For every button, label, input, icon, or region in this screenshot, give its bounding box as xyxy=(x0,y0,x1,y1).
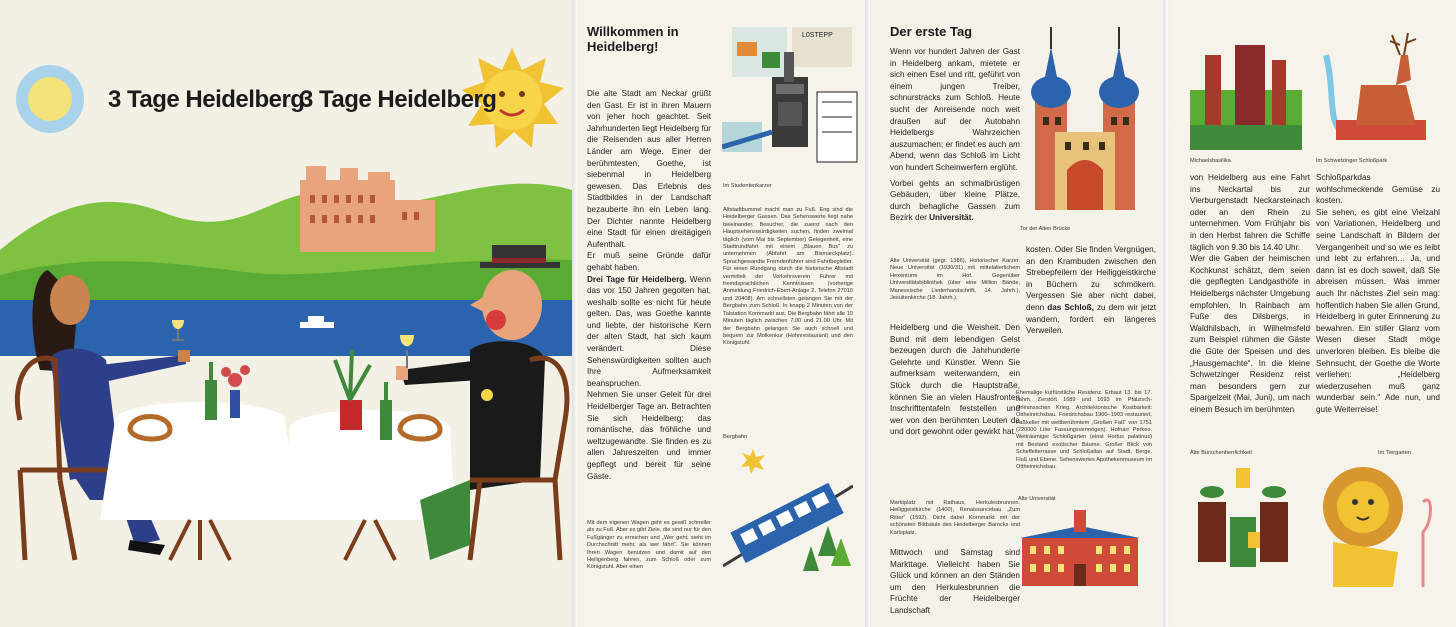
welcome-para-2: Er muß seine Gründe dafür gehabt haben. xyxy=(587,251,711,272)
flower-pot-icon xyxy=(340,400,362,430)
cover-title-left: 3 Tage Heidelberg xyxy=(108,86,305,113)
welcome-para-1: Die alte Stadt am Neckar grüßt den Gast. Er ist in ihren Mauern von jeher hoch geachtet. Seit Jahrhunderten liegt Heidelberg für die Reisenden aus aller Herren Länder am Wege. Einer der berühmtesten, Goethe, ist siebenmal in Heidelberg gewesen. Das Erlebnis des Stadtbildes in der Landschaft bezauberte ihn ein Leben lang. Der Dichter nannte Heidelberg eine Stadt für einen dreitägigen Aufenthalt. xyxy=(587,89,711,249)
welcome-para-4: Nehmen Sie unser Geleit für drei Heidelberger Tage an. Betrachten Sie sich Heidelberg: das romantische, das fröhliche und weltzugewandte. Sie finden es zu allen Jahreszeiten und immer gepflegt und bereit für seine Gäste. xyxy=(587,390,711,481)
fold-1 xyxy=(572,0,578,627)
last-panel xyxy=(1168,0,1456,627)
karzer-illustration xyxy=(722,22,862,172)
last-col2-para-2: Sie sehen, es gibt eine Vielzahl von Variationen, Heidelberg und seine Landschaft in Bildern der Vergangenheit und so wie es leibt und lebt zu erfahren… Ja, und dann ist es doch soweit, daß Sie abreisen müssen. Was immer auch Ihr nächstes Ziel sein mag: hoffentlich haben Sie allen Grund, Heidelberg in guter Erinnerung zu bewahren. Ein stiller Glanz vom Wesen dieser Stadt möge unverloren bleiben. Es bleibe die Sehnsucht, der Goethe die Worte verliehen: „Heidelberg wiederzusehen muß ganz wunderbar sein.“ Ade nun, und gute Weiterreise! xyxy=(1316,207,1440,414)
fold-2 xyxy=(865,0,871,627)
welcome-text-column xyxy=(587,88,711,482)
last-col1 xyxy=(1190,172,1310,415)
first-day-para-3: Heidelberg und die Weisheit. Den Bund mit dem lebendigen Geist bezeugen durch die Jahrhunderte Gelehrte und Künstler. Wenn Sie aufmerksam weiterwandern, ein Stück durch die Hauptstraße, können Sie an vielen Hausfronten Inschrifttentafeln feststellen und wer von den berühmten Leuten da und dort gewohnt oder gewirkt hat. xyxy=(890,323,1020,437)
first-day-col1 xyxy=(890,46,1020,224)
caption-karzer: Im Studentenkarzer xyxy=(723,183,772,189)
caption-burschen: Alte Burschenherrlichkeit xyxy=(1190,450,1252,456)
bottle-icon xyxy=(205,380,217,420)
cover-panel xyxy=(0,0,572,627)
sun-icon xyxy=(741,449,765,474)
welcome-panel xyxy=(577,0,865,627)
first-day-para-2-text: Vorbei gehts an schmalbrüstigen Gebäuden, über kleine Plätze, durch behagliche Gassen zum Bezirk der xyxy=(890,178,1020,223)
last-col2-para-1: Schloßparkdas wohlschmeckende Gemüse zu kosten. xyxy=(1316,173,1440,206)
fold-3 xyxy=(1163,0,1169,627)
michael-illustration xyxy=(1190,30,1302,150)
welcome-note: Mit dem eigenen Wagen geht es gewiß schneller als zu Fuß. Aber es gibt Ziele, die sind nur für den Fußgänger zu erreichen und „Wer geht, sieht im Durchschnitt mehr, als wer fährt“. Sie können Ihren Wagen benutzen und damit auf den Heiligenberg fahren, zum Schloß oder zum Königstuhl. Aber einen xyxy=(587,520,711,571)
last-para-1: von Heidelberg aus eine Fahrt ins Neckartal bis zur Vierburgenstadt Neckarsteinach oder an den Rhein zu unternehmen. Vom Frühjahr bis in den Herbst fahren die Schiffe täglich von 9.30 bis 14.40 Uhr. xyxy=(1190,173,1310,252)
first-day-small-schloss: Ehemalige kurfürstliche Residenz. Erbaut 13. bis 17. Jahrh. Zerstört 1689 und 1693 im Pfälzisch-Orléansschen Krieg. Architektonische Kostbarkeit: Ottheinrichsbau. Friedrichsbau 1900–1903 restauriert. Faßkeller mit weltberühmtem „Großen Faß“ von 1751 (220000 Liter Fassungsvermögen). Hofnarr Perkeo. Weiträumiger Schloßgarten (einst Hortus palatinus) mit Bestand exotischer Bäume. Großer Blick von Scheffelterrasse und Schloßaltan auf Stadt, Berge, Fluß und Ebene. Sehenswertes Apothekenmuseum im Ottheinrichsbau. xyxy=(1016,390,1152,471)
first-day-col2-text-end: zu dem wir jetzt wandern, fordert ein längeres Verweilen. xyxy=(1026,302,1157,336)
caption-bergbahn: Bergbahn xyxy=(723,434,748,440)
caption-bruecke: Tor der Alten Brücke xyxy=(1020,226,1071,232)
uni-illustration xyxy=(1020,508,1140,588)
welcome-small-bergbahn: Altstadtbummel macht man zu Fuß. Eng sind die Heidelberger Gassen. Das Sehenswerte liegt nahe beieinander. Besucher, die zuerst nach den Hauptsehenswürdigkeiten suchen, finden zweimal täglich (vom Mai bis September) Gelegenheit, eine Stadtrundfahrt mit einem „Blauen Bus“ zu unternehmen (Abfahrt am Bismarckplatz). Sprachgewandte Fremdenführer sind Fahrtbegleiter. Für einen Rundgang durch die historische Altstadt vermittelt der Verkehrsverein Führer mit fremdsprachlichen Kenntnissen (vorherige Anmeldung Friedrich-Ebert-Anlage 2, Telefon 27010 und 20408). Am schnellsten gelangen Sie mit der Bergbahn zum Schloß. In knapp 2 Minuten von der Talstation Kornmarkt aus. Die Bergbahn fährt alle 10 Minuten täglich zwischen 7.00 und 21.00 Uhr. Mit der Bergbahn gelangen Sie auch schnell und bequem zur Molkenkur (Hohnrestaurant) und den Königstuhl. xyxy=(723,207,853,347)
first-day-col2-bold: das Schloß, xyxy=(1047,302,1094,312)
first-day-small-uni: Alte Universität (gegr. 1386), Historischer Karzer. Neue Universität (1930/31) mit mittelalterlichem Hexenturm im Hof. Gegenüber Universitätsbibliothek (über eine Million Bände, Manessische Liederhandschrift, 14. Jahrh.), Jesuitenkirche (18. Jahrh.). xyxy=(890,258,1020,302)
welcome-heading: Willkommen in Heidelberg! xyxy=(587,24,679,54)
rose-icon xyxy=(228,373,242,387)
first-day-para-1: Wenn vor hundert Jahren der Gast in Heidelberg ankam, mietete er sich einen Esel und ritt, geführt von einem jungen Treiber, schnurstracks zum Schloß. Heute sucht der Anreisende noch weit draußen auf der Autobahn Heidelbergs Wahrzeichen auszumachen; er findet es auch am Abend, wenn das Schloß im Licht von hundert Scheinwerfern erglüht. xyxy=(890,47,1020,172)
first-day-col2 xyxy=(1026,244,1156,337)
lion-illustration xyxy=(1313,462,1443,592)
caption-uni: Alte Universität xyxy=(1018,496,1056,502)
first-day-col2-text: kosten. Oder Sie finden Vergnügen, an den Krambuden zwischen den Strebepfeilern der Heiliggeistkirche in Büchern zu schmökern. Vergessen Sie aber nicht dabei, denn xyxy=(1026,245,1156,312)
bruecke-illustration xyxy=(1025,22,1145,222)
welcome-para-3-bold: Drei Tage für Heidelberg. xyxy=(587,274,687,284)
first-day-heading: Der erste Tag xyxy=(890,24,973,39)
last-col2 xyxy=(1316,172,1440,415)
svg-text:L0STEPP: L0STEPP xyxy=(802,32,833,39)
last-para-2: Wer die Gaben der heimischen Kochkunst schätzt, dem seien die gepflegten Landgasthöfe in Heidelbergs nächster Umgebung empfohlen. In Rainbach am Fuße des Dilsbergs, in Waldhilsbach, in Wilhelmsfeld zum Beispiel rühmen die Gäste die Güte der Speisen und des „Hausgemachte“. In die kleine Schwetzinger Residenz reist man besonders gern zur Spargelzeit (Mai, Juni), um nach einem Besuch im berühmten xyxy=(1190,254,1310,414)
cover-title-right: 3 Tage Heidelberg xyxy=(300,86,497,113)
first-day-para-2-bold: Universität. xyxy=(929,213,974,223)
caption-michael: Michaelsbasilika xyxy=(1190,158,1231,164)
welcome-para-3 xyxy=(587,274,711,390)
first-day-para-4: Mittwoch und Samstag sind Markttage. Vielleicht haben Sie Glück und können an den Ständen um den Herkulesbrunnen die Früchte der Heidelberger Landschaft xyxy=(890,548,1020,615)
caption-tiergarten: Im Tiergarten xyxy=(1378,450,1411,456)
first-day-small-markt: Marktplatz mit Rathaus, Herkulesbrunnen, Heiliggeistkirche (1400), Renaissancebau „Zum Ritter“ (1592). Dicht dabei Kornmarkt mit der schönsten Bildsäule des Heidelberger Barocks und Karlsplatz. xyxy=(890,500,1020,536)
caption-schwetzingen: Im Schwetzinger Schloßpark xyxy=(1316,158,1388,164)
first-day-para-2 xyxy=(890,178,1020,224)
first-day-panel xyxy=(870,0,1163,627)
welcome-para-3-text: Wenn das vor 150 Jahren gegolten hat, weshalb sollte es nicht für heute gelten. Das, was Goethe kannte und liebte, der historische Kern der alten Stadt, hat sich kaum verändert. Diese Sehenswürdigkeiten sollten auch Ihre Aufmerksamkeit beanspruchen. xyxy=(587,274,711,388)
bergbahn-illustration xyxy=(723,446,853,576)
burschen-illustration xyxy=(1188,462,1298,572)
schwetzingen-illustration xyxy=(1316,25,1436,145)
